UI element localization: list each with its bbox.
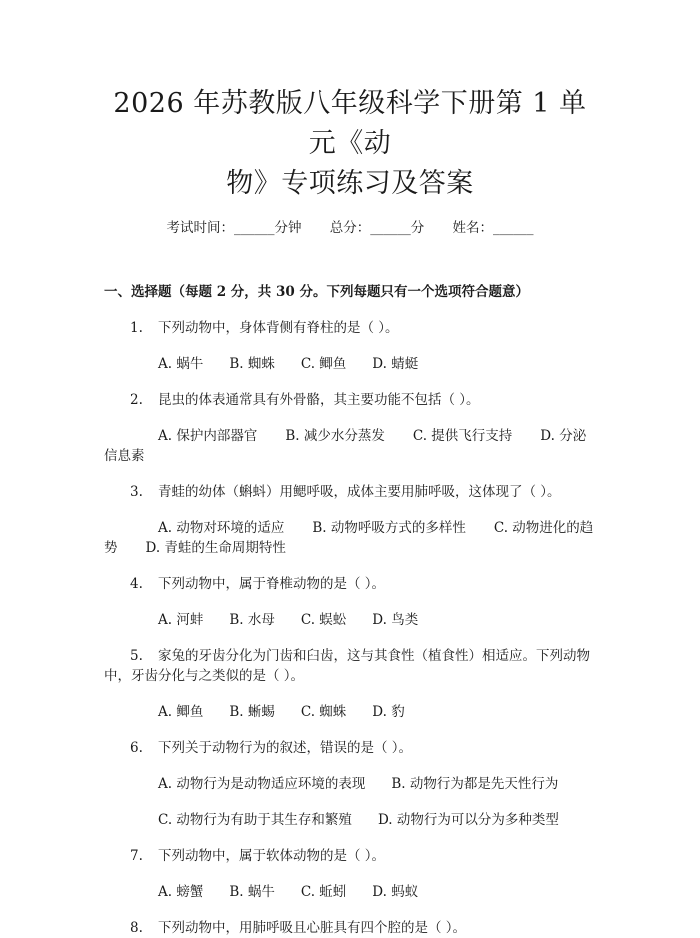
question-text: 青蛙的幼体（蝌蚪）用鳃呼吸，成体主要用肺呼吸，这体现了（ ）。: [158, 484, 561, 500]
question-text: 家兔的牙齿分化为门齿和臼齿，这与其食性（植食性）相适应。下列动物中，牙齿分化与之类似的是（ ）。: [104, 648, 590, 684]
option-b: B. 蜘蛛: [229, 356, 275, 372]
question-8: [104, 918, 596, 938]
option-c: C. 蜘蛛: [300, 704, 347, 720]
option-c: C. 动物行为有助于其生存和繁殖: [158, 812, 352, 828]
question-number: 4.: [130, 576, 143, 592]
option-b: B. 水母: [229, 612, 275, 628]
option-b: B. 动物行为都是先天性行为: [391, 776, 559, 792]
question-number: 3.: [130, 484, 143, 500]
question-5: [104, 646, 596, 722]
question-number: 6.: [130, 740, 143, 756]
option-c: C. 鲫鱼: [300, 356, 347, 372]
option-a: A. 保护内部器官: [158, 428, 258, 444]
option-a: A. 河蚌: [158, 612, 204, 628]
title-line-2: 物》专项练习及答案: [226, 168, 474, 199]
student-name: 姓名：______: [452, 220, 534, 236]
question-1: [104, 318, 596, 374]
option-d: D. 豹: [372, 704, 405, 720]
exam-time: 考试时间：______分钟: [166, 220, 302, 236]
option-d: D. 鸟类: [372, 612, 419, 628]
option-c: C. 蜈蚣: [300, 612, 347, 628]
question-text: 下列动物中，身体背侧有脊柱的是（ ）。: [158, 320, 399, 336]
question-number: 8.: [130, 920, 143, 936]
option-b: B. 动物呼吸方式的多样性: [312, 520, 466, 536]
question-text: 昆虫的体表通常具有外骨骼，其主要功能不包括（ ）。: [158, 392, 480, 408]
question-7: [104, 846, 596, 902]
option-d: D. 青蛙的生命周期特性: [145, 540, 286, 556]
exam-info: [104, 218, 596, 238]
question-number: 7.: [130, 848, 143, 864]
section-heading: 一、选择题（每题 2 分，共 30 分。下列每题只有一个选项符合题意）: [104, 284, 529, 300]
option-c: C. 动物进化的趋势: [104, 520, 594, 556]
options: [104, 610, 596, 630]
option-a: A. 鲫鱼: [158, 704, 204, 720]
question-number: 2.: [130, 392, 143, 408]
question-text: 下列关于动物行为的叙述，错误的是（ ）。: [158, 740, 413, 756]
option-c: C. 蚯蚓: [300, 884, 347, 900]
options-row-1: [104, 774, 596, 794]
option-a: A. 蜗牛: [158, 356, 204, 372]
option-d: D. 分泌信息素: [104, 428, 587, 464]
question-text: 下列动物中，属于软体动物的是（ ）。: [158, 848, 386, 864]
question-number: 1.: [130, 320, 143, 336]
option-a: A. 动物对环境的适应: [158, 520, 285, 536]
question-3: [104, 482, 596, 558]
option-c: C. 提供飞行支持: [412, 428, 513, 444]
option-d: D. 蜻蜓: [372, 356, 419, 372]
question-4: [104, 574, 596, 630]
option-d: D. 动物行为可以分为多种类型: [377, 812, 559, 828]
option-a: A. 螃蟹: [158, 884, 204, 900]
question-2: [104, 390, 596, 466]
question-number: 5.: [130, 648, 143, 664]
option-b: B. 蜥蜴: [229, 704, 275, 720]
question-text: 下列动物中，用肺呼吸且心脏具有四个腔的是（ ）。: [158, 920, 467, 936]
document-title: [104, 0, 596, 204]
options: [104, 426, 596, 466]
option-b: B. 蜗牛: [229, 884, 275, 900]
total-score: 总分：______分: [329, 220, 425, 236]
option-b: B. 减少水分蒸发: [285, 428, 385, 444]
option-a: A. 动物行为是动物适应环境的表现: [158, 776, 366, 792]
options: [104, 518, 596, 558]
options: [104, 354, 596, 374]
question-6: [104, 738, 596, 830]
title-line-1: 2026 年苏教版八年级科学下册第 1 单元《动: [113, 88, 587, 159]
options: [104, 882, 596, 902]
options-row-2: [104, 810, 596, 830]
option-d: D. 蚂蚁: [372, 884, 419, 900]
options: [104, 702, 596, 722]
question-text: 下列动物中，属于脊椎动物的是（ ）。: [158, 576, 386, 592]
